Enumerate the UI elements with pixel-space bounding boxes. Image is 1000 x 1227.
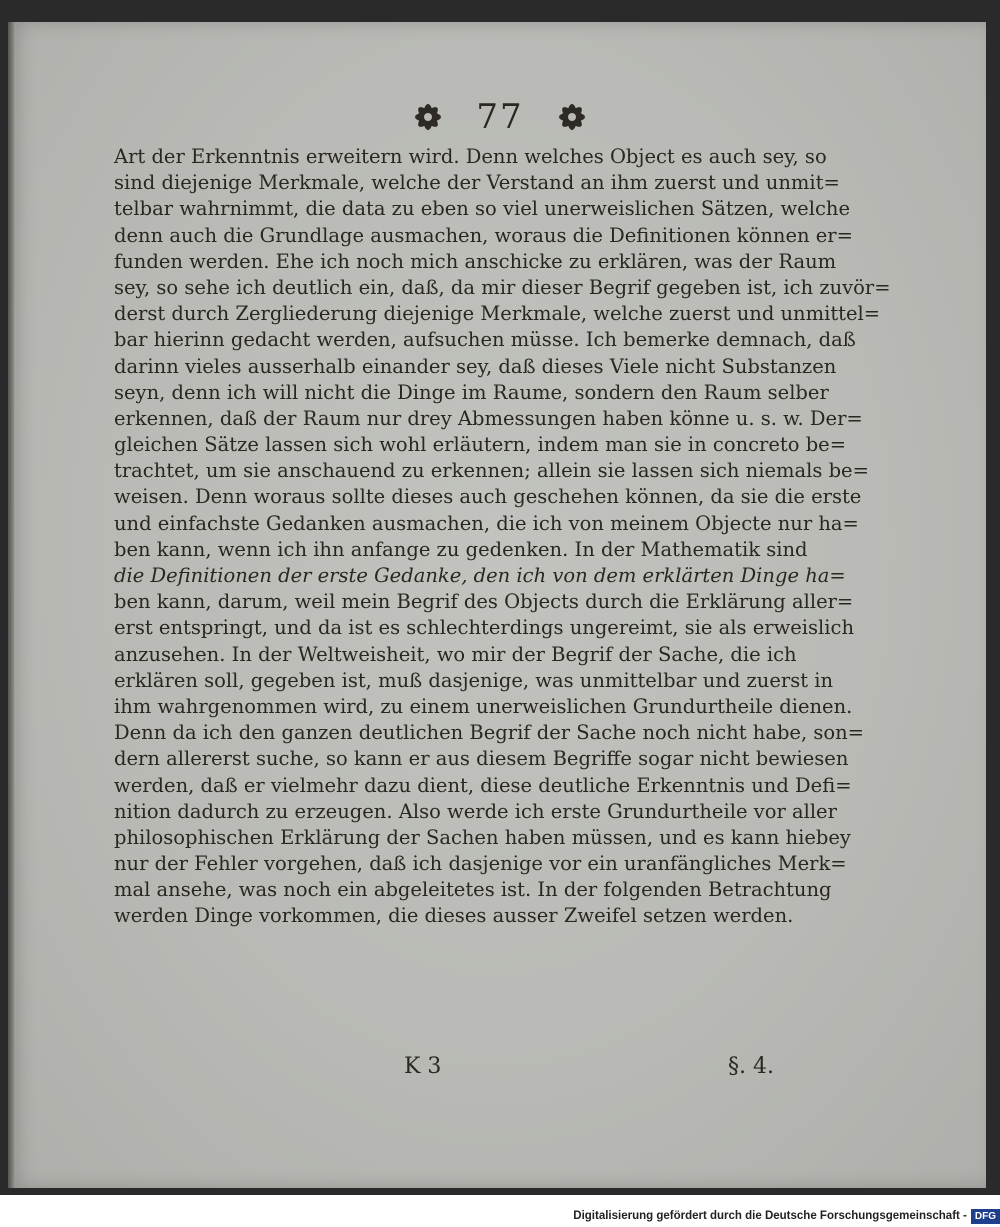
text-line: anzusehen. In der Weltweisheit, wo mir der Begrif der Sache, die ich xyxy=(114,642,797,666)
page-gutter xyxy=(8,22,14,1188)
text-line: darinn vieles ausserhalb einander sey, daß dieses Viele nicht Substanzen xyxy=(114,354,837,378)
text-line: Art der Erkenntnis erweitern wird. Denn welches Object es auch sey, so xyxy=(114,145,827,168)
text-line: Denn da ich den ganzen deutlichen Begrif der Sache noch nicht habe, son= xyxy=(114,721,865,745)
text-line: erkennen, daß der Raum nur drey Abmessungen haben könne u. s. w. Der= xyxy=(114,406,863,430)
text-line: sey, so sehe ich deutlich ein, daß, da mir dieser Begrif gegeben ist, ich zuvör= xyxy=(114,275,891,299)
text-line: sind diejenige Merkmale, welche der Verstand an ihm zuerst und unmit= xyxy=(114,171,840,195)
text-line: ben kann, wenn ich ihn anfange zu gedenken. In der Mathematik sind xyxy=(114,537,808,561)
text-line: erklären soll, gegeben ist, muß dasjenige, was unmittelbar und zuerst in xyxy=(114,668,834,692)
text-line: mal ansehe, was noch ein abgeleitetes ist. In der folgenden Betrachtung xyxy=(114,878,832,902)
text-line: seyn, denn ich will nicht die Dinge im Raume, sondern den Raum selber xyxy=(114,380,829,404)
body-text xyxy=(114,144,891,930)
text-line: werden Dinge vorkommen, die dieses ausser Zweifel setzen werden. xyxy=(114,904,794,928)
text-line: trachtet, um sie anschauend zu erkennen; allein sie lassen sich niemals be= xyxy=(114,459,869,483)
text-line: und einfachste Gedanken ausmachen, die ich von meinem Objecte nur ha= xyxy=(114,511,859,535)
text-line: die Definitionen der erste Gedanke, den ich von dem erklärten Dinge ha= xyxy=(114,564,846,587)
text-line: nur der Fehler vorgehen, daß ich dasjenige vor ein uranfängliches Merk= xyxy=(114,852,847,876)
text-line: funden werden. Ehe ich noch mich anschicke zu erklären, was der Raum xyxy=(114,249,837,273)
digitization-credit-bar xyxy=(573,1205,1000,1227)
text-line: philosophischen Erklärung der Sachen haben müssen, und es kann hiebey xyxy=(114,825,851,849)
text-line: bar hierinn gedacht werden, aufsuchen müsse. Ich bemerke demnach, daß xyxy=(114,328,856,352)
text-line: werden, daß er vielmehr dazu dient, diese deutliche Erkenntnis und Defi= xyxy=(114,773,852,797)
text-line: telbar wahrnimmt, die data zu eben so viel unerweislichen Sätzen, welche xyxy=(114,197,850,221)
text-line: ben kann, darum, weil mein Begrif des Objects durch die Erklärung aller= xyxy=(114,590,854,614)
text-line: weisen. Denn woraus sollte dieses auch geschehen können, da sie die erste xyxy=(114,485,862,509)
text-line: nition dadurch zu erzeugen. Also werde ich erste Grundurtheile vor aller xyxy=(114,799,837,823)
page-header xyxy=(0,92,1000,142)
text-line: erst entspringt, und da ist es schlechterdings ungereimt, sie als erweislich xyxy=(114,616,855,640)
ornament-flower-icon xyxy=(558,103,586,131)
credit-text: Digitalisierung gefördert durch die Deutsche Forschungsgemeinschaft - xyxy=(573,1210,967,1222)
text-line: gleichen Sätze lassen sich wohl erläutern, indem man sie in concreto be= xyxy=(114,433,847,457)
dfg-logo[interactable]: DFG xyxy=(971,1209,1000,1224)
signature-mark: K 3 xyxy=(404,1054,442,1079)
text-line: denn auch die Grundlage ausmachen, woraus die Definitionen können er= xyxy=(114,223,853,247)
page-number: 77 xyxy=(476,97,524,137)
text-line: ihm wahrgenommen wird, zu einem unerweislichen Grundurtheile dienen. xyxy=(114,694,853,718)
text-line: dern allererst suche, so kann er aus diesem Begriffe sogar nicht bewiesen xyxy=(114,747,849,771)
ornament-flower-icon xyxy=(414,103,442,131)
text-line: derst durch Zergliederung diejenige Merkmale, welche zuerst und unmittel= xyxy=(114,302,881,326)
catchword: §. 4. xyxy=(728,1054,774,1079)
